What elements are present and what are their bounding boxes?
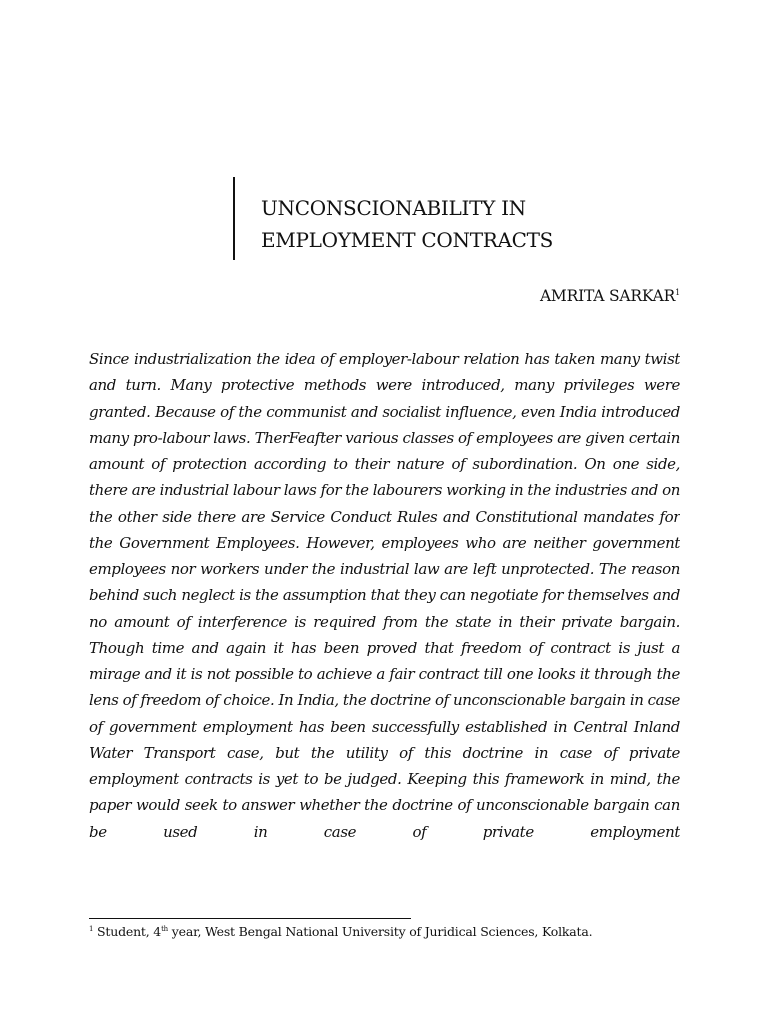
paper-title-line-1: UNCONSCIONABILITY IN <box>261 196 526 220</box>
title-vertical-rule <box>233 177 235 260</box>
paper-title <box>261 192 701 256</box>
footnote-text-suffix: year, West Bengal National University of Juridical Sciences, Kolkata. <box>167 924 593 939</box>
author-byline <box>540 285 680 307</box>
paper-title-line-2: EMPLOYMENT CONTRACTS <box>261 228 554 252</box>
footnote <box>89 923 680 941</box>
footnote-separator <box>89 918 411 919</box>
abstract-paragraph: Since industrialization the idea of employer-labour relation has taken many twist and turn. Many protective methods were introduced, many privileges were granted. Because of the communist and socialist influence, even India introduced many pro-labour laws. TherFeafter various classes of employees are given certain amount of protection according to their nature of subordination. On one side, there are industrial labour laws for the labourers working in the industries and on the other side there are Service Conduct Rules and Constitutional mandates for the Government Employees. However, employees who are neither government employees nor workers under the industrial law are left unprotected. The reason behind such neglect is the assumption that they can negotiate for themselves and no amount of interference is required from the state in their private bargain. Though time and again it has been proved that freedom of contract is just a mirage and it is not possible to achieve a fair contract till one looks it through the lens of freedom of choice. In India, the doctrine of unconscionable bargain in case of government employment has been successfully established in Central Inland Water Transport case, but the utility of this doctrine in case of private employment contracts is yet to be judged. Keeping this framework in mind, the paper would seek to answer whether the doctrine of unconscionable bargain can be used in case of private employment <box>89 350 680 841</box>
author-footnote-marker: 1 <box>675 287 680 297</box>
footnote-marker: 1 <box>89 924 94 933</box>
footnote-text-prefix: Student, 4 <box>93 924 162 939</box>
footnote-ordinal: th <box>161 924 168 933</box>
author-name: AMRITA SARKAR <box>539 287 676 305</box>
